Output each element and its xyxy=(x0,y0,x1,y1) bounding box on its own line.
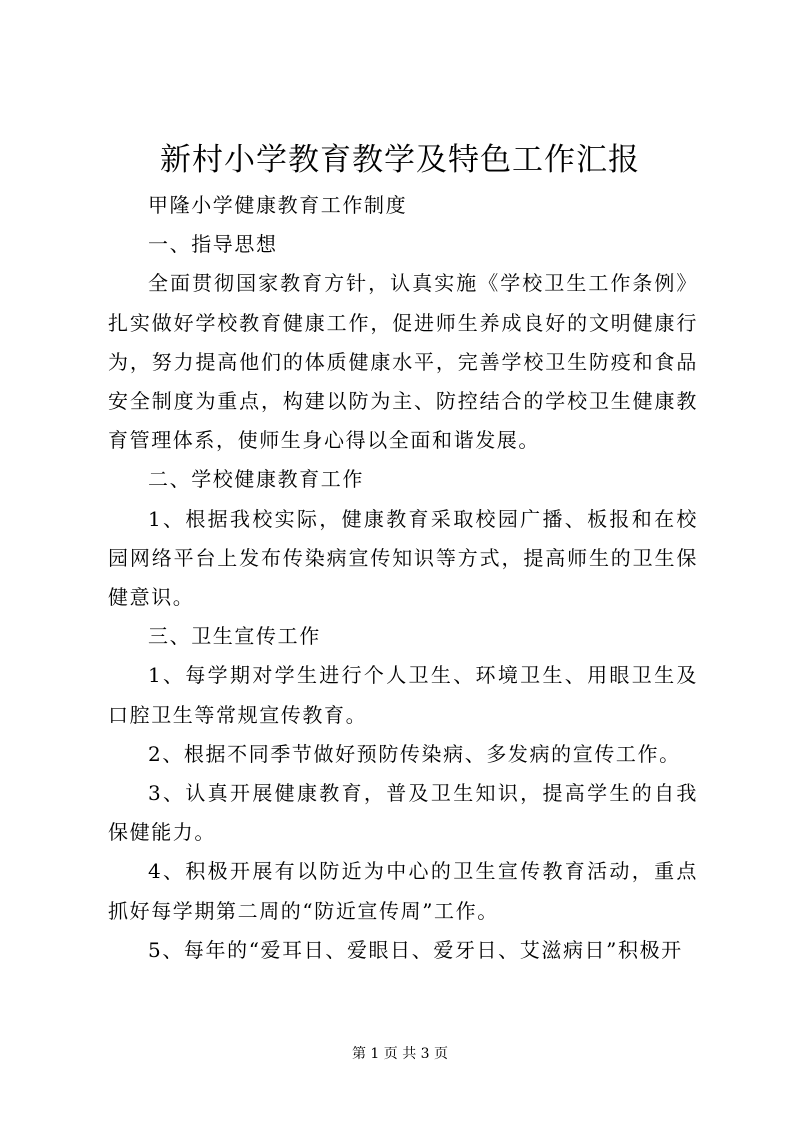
body-paragraph: 1、根据我校实际，健康教育采取校园广播、板报和在校园网络平台上发布传染病宣传知识等方式，提高师生的卫生保健意识。 xyxy=(108,506,698,610)
section-heading-2: 二、学校健康教育工作 xyxy=(148,467,364,492)
list-item: 3、认真开展健康教育，普及卫生知识，提高学生的自我保健能力。 xyxy=(108,781,698,845)
document-body xyxy=(108,186,698,970)
section-heading-1: 一、指导思想 xyxy=(148,232,278,257)
list-item: 2、根据不同季节做好预防传染病、多发病的宣传工作。 xyxy=(148,741,681,766)
list-item: 1、每学期对学生进行个人卫生、环境卫生、用眼卫生及口腔卫生等常规宣传教育。 xyxy=(108,663,698,727)
section-heading-3: 三、卫生宣传工作 xyxy=(148,624,321,649)
list-item: 5、每年的“爱耳日、爱眼日、爱牙日、艾滋病日”积极开 xyxy=(148,937,683,962)
subtitle-paragraph: 甲隆小学健康教育工作制度 xyxy=(148,193,408,217)
document-title: 新村小学教育教学及特色工作汇报 xyxy=(160,142,640,178)
list-item: 4、积极开展有以防近为中心的卫生宣传教育活动，重点抓好每学期第二周的“防近宣传周”工作。 xyxy=(108,859,698,923)
page-footer: 第 1 页 共 3 页 xyxy=(351,1046,449,1062)
body-paragraph: 全面贯彻国家教育方针，认真实施《学校卫生工作条例》扎实做好学校教育健康工作，促进师生养成良好的文明健康行为，努力提高他们的体质健康水平，完善学校卫生防疫和食品安全制度为重点，构建以防为主、防控结合的学校卫生健康教育管理体系，使师生身心得以全面和谐发展。 xyxy=(108,271,698,453)
